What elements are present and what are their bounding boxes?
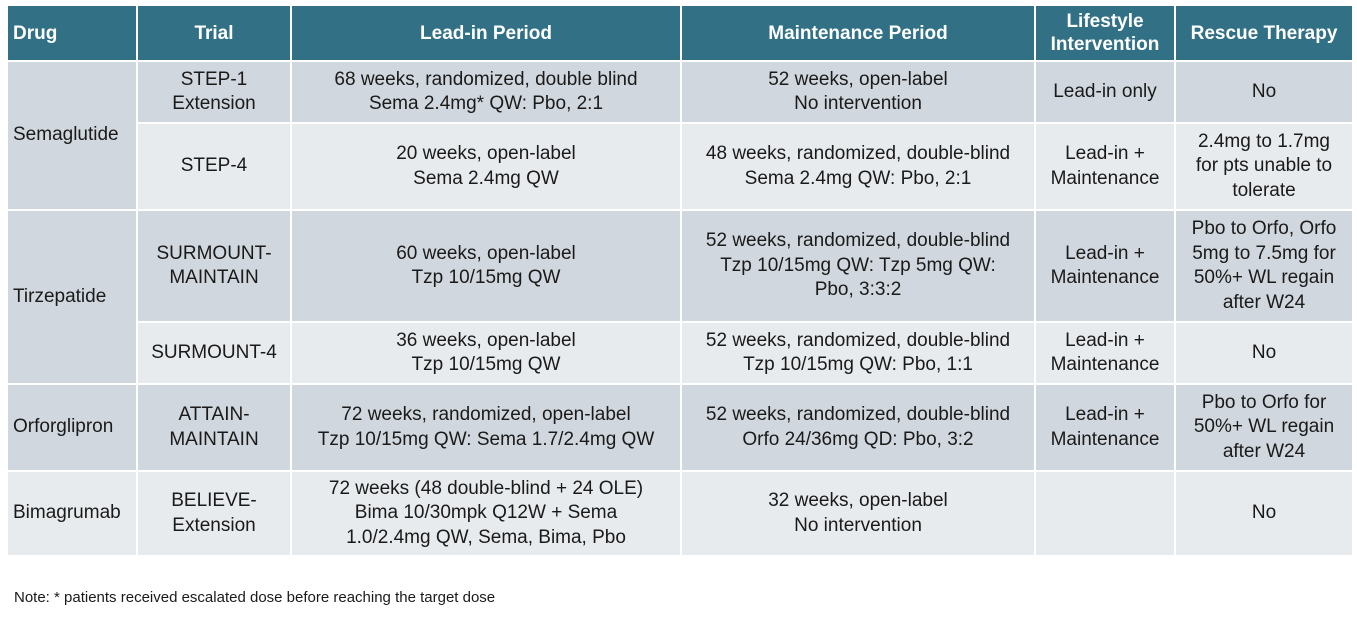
- lifestyle-cell: Lead-in + Maintenance: [1036, 124, 1174, 209]
- lifestyle-cell: Lead-in + Maintenance: [1036, 211, 1174, 321]
- drug-cell-orforglipron: Orforglipron: [8, 385, 136, 470]
- maintenance-cell: 52 weeks, randomized, double-blind Orfo 24/36mg QD: Pbo, 3:2: [682, 385, 1034, 470]
- trial-cell: STEP-1 Extension: [138, 62, 290, 122]
- lead-in-cell: 20 weeks, open-label Sema 2.4mg QW: [292, 124, 680, 209]
- drug-cell-semaglutide: Semaglutide: [8, 62, 136, 209]
- lifestyle-cell: [1036, 472, 1174, 555]
- rescue-cell: Pbo to Orfo for 50%+ WL regain after W24: [1176, 385, 1352, 470]
- trial-cell: SURMOUNT- MAINTAIN: [138, 211, 290, 321]
- lifestyle-cell: Lead-in + Maintenance: [1036, 323, 1174, 383]
- table-row: [8, 124, 1352, 209]
- table-row: [8, 211, 1352, 321]
- header-drug: Drug: [8, 6, 136, 60]
- trial-cell: BELIEVE- Extension: [138, 472, 290, 555]
- rescue-cell: Pbo to Orfo, Orfo 5mg to 7.5mg for 50%+ WL regain after W24: [1176, 211, 1352, 321]
- table-row: [8, 385, 1352, 470]
- drug-cell-bimagrumab: Bimagrumab: [8, 472, 136, 555]
- rescue-cell: No: [1176, 323, 1352, 383]
- header-maintenance: Maintenance Period: [682, 6, 1034, 60]
- maintenance-cell: 52 weeks, randomized, double-blind Tzp 10/15mg QW: Pbo, 1:1: [682, 323, 1034, 383]
- rescue-cell: 2.4mg to 1.7mg for pts unable to tolerate: [1176, 124, 1352, 209]
- table-row: [8, 62, 1352, 122]
- trial-cell: STEP-4: [138, 124, 290, 209]
- maintenance-cell: 48 weeks, randomized, double-blind Sema 2.4mg QW: Pbo, 2:1: [682, 124, 1034, 209]
- maintenance-cell: 32 weeks, open-label No intervention: [682, 472, 1034, 555]
- trial-cell: ATTAIN- MAINTAIN: [138, 385, 290, 470]
- drug-cell-tirzepatide: Tirzepatide: [8, 211, 136, 383]
- header-lifestyle: Lifestyle Intervention: [1036, 6, 1174, 60]
- lifestyle-cell: Lead-in only: [1036, 62, 1174, 122]
- rescue-cell: No: [1176, 472, 1352, 555]
- maintenance-cell: 52 weeks, open-label No intervention: [682, 62, 1034, 122]
- trial-cell: SURMOUNT-4: [138, 323, 290, 383]
- header-row: [8, 6, 1352, 60]
- lead-in-cell: 72 weeks (48 double-blind + 24 OLE) Bima 10/30mpk Q12W + Sema 1.0/2.4mg QW, Sema, Bima, Pbo: [292, 472, 680, 555]
- rescue-cell: No: [1176, 62, 1352, 122]
- lead-in-cell: 36 weeks, open-label Tzp 10/15mg QW: [292, 323, 680, 383]
- maintenance-cell: 52 weeks, randomized, double-blind Tzp 10/15mg QW: Tzp 5mg QW: Pbo, 3:3:2: [682, 211, 1034, 321]
- lifestyle-cell: Lead-in + Maintenance: [1036, 385, 1174, 470]
- lead-in-cell: 68 weeks, randomized, double blind Sema 2.4mg* QW: Pbo, 2:1: [292, 62, 680, 122]
- table-row: [8, 472, 1352, 555]
- trials-table: [6, 4, 1354, 557]
- lead-in-cell: 60 weeks, open-label Tzp 10/15mg QW: [292, 211, 680, 321]
- footnote: Note: * patients received escalated dose before reaching the target dose: [14, 589, 496, 606]
- header-rescue: Rescue Therapy: [1176, 6, 1352, 60]
- lead-in-cell: 72 weeks, randomized, open-label Tzp 10/15mg QW: Sema 1.7/2.4mg QW: [292, 385, 680, 470]
- header-lead-in: Lead-in Period: [292, 6, 680, 60]
- header-trial: Trial: [138, 6, 290, 60]
- table-row: [8, 323, 1352, 383]
